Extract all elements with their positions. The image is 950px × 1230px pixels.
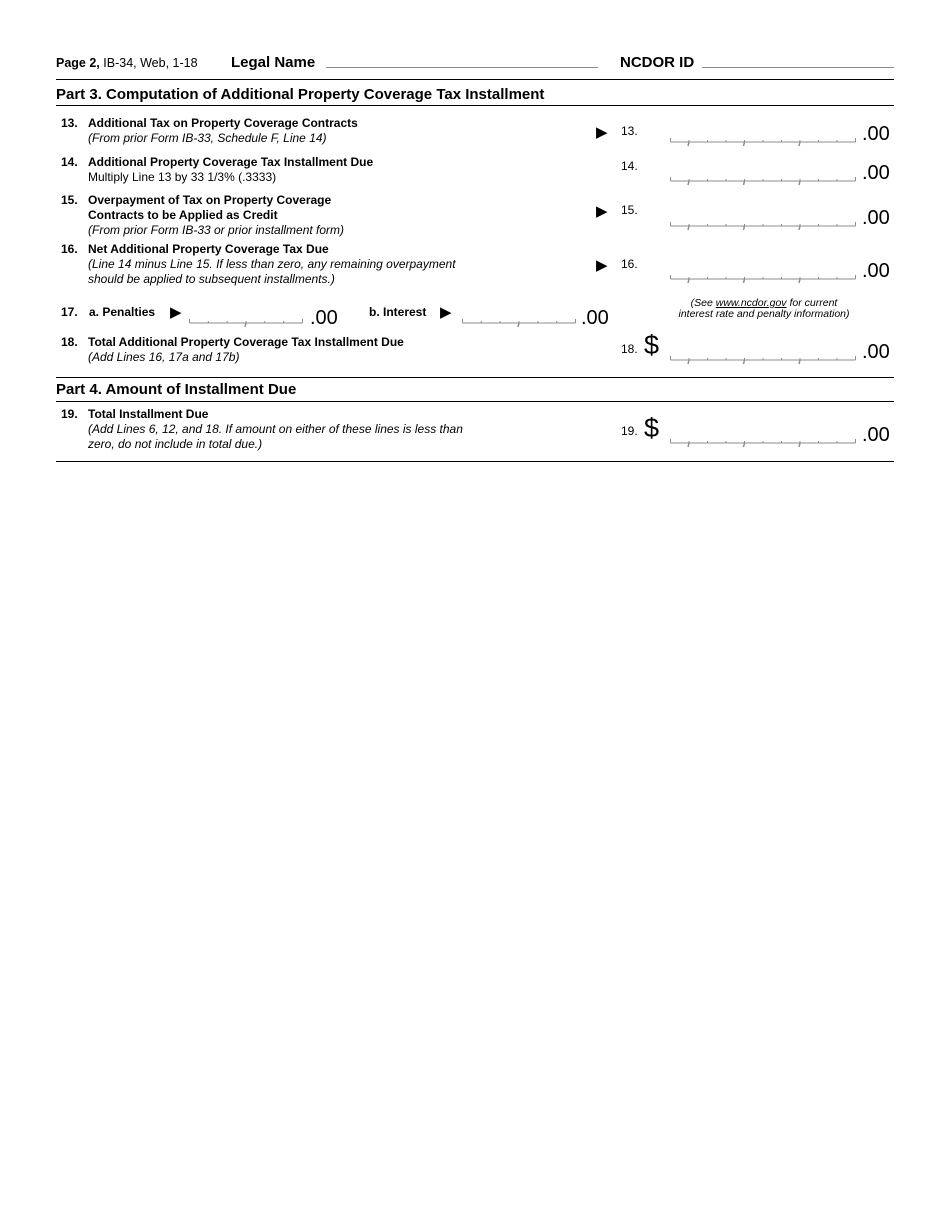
part3-divider [56,105,894,106]
note-line2: interest rate and penalty information) [678,308,850,320]
line19-box-number: 19. [621,424,638,438]
note-suffix: for current [786,297,838,309]
line16-desc-1: (Line 14 minus Line 15. If less than zero, any remaining overpayment [88,257,456,271]
bottom-divider [56,461,894,462]
line14-desc: Multiply Line 13 by 33 1/3% (.3333) [88,170,277,184]
ncdor-link[interactable]: www.ncdor.gov [715,297,787,309]
line19-title: Total Installment Due [88,407,209,421]
line14-amount-field[interactable] [670,176,856,186]
line13-title: Additional Tax on Property Coverage Contracts [88,116,358,130]
penalties-cents: .00 [310,307,338,329]
line13-amount-field[interactable] [670,137,856,147]
dollar-sign-icon: $ [644,330,660,360]
line16-cents: .00 [862,260,890,282]
line13-cents: .00 [862,123,890,145]
header-divider [56,79,894,80]
line17-number: 17. [61,305,78,319]
part3-title: Part 3. Computation of Additional Property Coverage Tax Installment [56,86,545,103]
right-pointer-icon: ▶ [170,304,182,321]
penalties-label: a. Penalties [89,305,156,319]
line14-box-number: 14. [621,159,638,173]
line15-amount-field[interactable] [670,221,856,231]
interest-cents: .00 [581,307,609,329]
line13-desc: (From prior Form IB-33, Schedule F, Line 14) [88,131,327,145]
right-pointer-icon: ▶ [596,124,608,141]
line16-desc-2: should be applied to subsequent installments.) [88,272,335,286]
line15-title-2: Contracts to be Applied as Credit [88,208,278,222]
line14-number: 14. [61,155,78,169]
line13-text [88,116,358,146]
part4-title: Part 4. Amount of Installment Due [56,381,297,398]
interest-label: b. Interest [369,305,427,319]
line19-amount-field[interactable] [670,438,856,448]
part4-top-divider [56,377,894,378]
line16-title: Net Additional Property Coverage Tax Due [88,242,329,256]
line14-text [88,155,373,185]
line19-desc-1: (Add Lines 6, 12, and 18. If amount on either of these lines is less than [88,422,463,436]
interest-amount-field[interactable] [462,318,576,328]
line19-desc-2: zero, do not include in total due.) [88,437,263,451]
line18-cents: .00 [862,341,890,363]
right-pointer-icon: ▶ [596,203,608,220]
line16-amount-field[interactable] [670,274,856,284]
line13-box-number: 13. [621,124,638,138]
ncdor-id-input[interactable] [702,67,894,68]
penalties-amount-field[interactable] [189,318,303,328]
ncdor-id-label: NCDOR ID [620,54,695,71]
legal-name-label: Legal Name [231,54,316,71]
line16-number: 16. [61,242,78,256]
line14-cents: .00 [862,162,890,184]
line18-title: Total Additional Property Coverage Tax Installment Due [88,335,404,349]
line18-number: 18. [61,335,78,349]
right-pointer-icon: ▶ [596,257,608,274]
legal-name-input[interactable] [326,67,598,68]
line16-box-number: 16. [621,257,638,271]
part4-divider [56,401,894,402]
line16-text [88,242,456,287]
line14-title: Additional Property Coverage Tax Installment Due [88,155,374,169]
line19-cents: .00 [862,424,890,446]
line15-text [88,193,344,238]
line18-amount-field[interactable] [670,355,856,365]
line15-desc: (From prior Form IB-33 or prior installment form) [88,223,345,237]
line13-number: 13. [61,116,78,130]
page-label: Page 2, [56,56,100,70]
note-prefix: (See [690,297,716,309]
line18-text [88,335,404,365]
line15-number: 15. [61,193,78,207]
line18-desc: (Add Lines 16, 17a and 17b) [88,350,240,364]
line19-number: 19. [61,407,78,421]
line15-cents: .00 [862,207,890,229]
page-info [56,56,198,70]
line15-title-1: Overpayment of Tax on Property Coverage [88,193,332,207]
line15-box-number: 15. [621,203,638,217]
rates-note [660,298,868,320]
line18-box-number: 18. [621,342,638,356]
form-info: IB-34, Web, 1-18 [103,56,198,70]
line19-text [88,407,463,452]
right-pointer-icon: ▶ [440,304,452,321]
dollar-sign-icon: $ [644,413,660,443]
